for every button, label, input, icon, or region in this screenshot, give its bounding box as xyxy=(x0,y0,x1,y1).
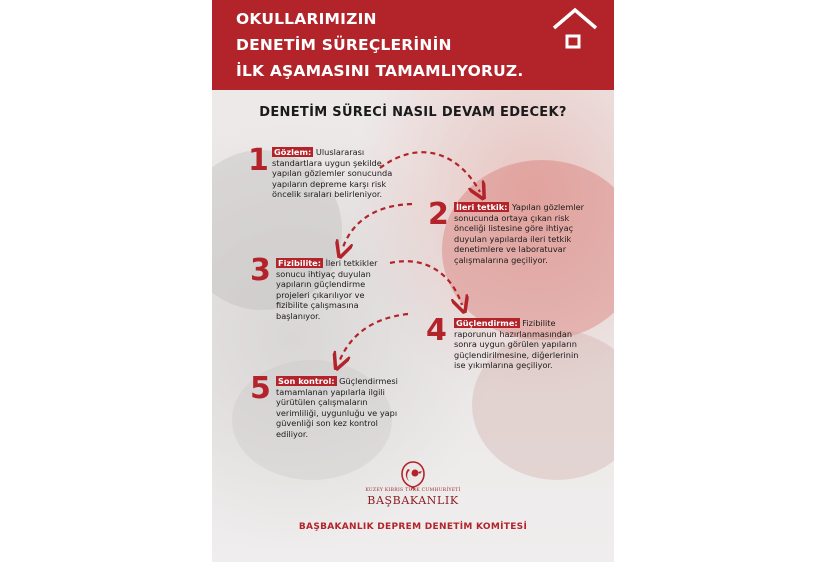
emblem-icon xyxy=(393,459,433,491)
step-2-text xyxy=(454,202,584,266)
step-2-description: Yapılan gözlemler sonucunda ortaya çıkan risk önceliği listesine göre ihtiyaç duyulan yapılarda ileri tetkik denetimlere ve laboratuvar çalışmalarına geçiliyor. xyxy=(454,202,584,265)
step-number-2: 2 xyxy=(428,197,449,232)
step-1-description: Uluslararası standartlara uygun şekilde yapılan gözlemler sonucunda yapıların depreme karşı risk öncelik sıraları belirleniyor. xyxy=(272,147,393,200)
footer-org-line: KUZEY KIBRIS TÜRK CUMHURİYETİ xyxy=(365,488,461,493)
subtitle: DENETİM SÜRECİ NASIL DEVAM EDECEK? xyxy=(259,105,567,120)
step-2-label: İleri tetkik: xyxy=(456,202,508,212)
footer-committee: BAŞBAKANLIK DEPREM DENETİM KOMİTESİ xyxy=(298,522,528,532)
footer-brand: BAŞBAKANLIK xyxy=(367,494,459,507)
step-4-text xyxy=(454,318,582,371)
arrow-2-to-3 xyxy=(342,204,412,250)
step-5-text xyxy=(276,376,400,440)
step-3-text xyxy=(276,258,396,322)
header-title: OKULLARIMIZIN DENETİM SÜREÇLERİNİN İLK AŞAMASINI TAMAMLIYORUZ. xyxy=(236,10,524,80)
step-5-description: Güçlendirmesi tamamlanan yapılarla ilgili yürütülen çalışmaların verimliliği, uygunluğu ve yapı güvenliği son kez kontrol ediliyor. xyxy=(276,376,398,439)
step-3-label: Fizibilite: xyxy=(278,258,321,268)
arrow-3-to-4 xyxy=(390,261,462,305)
step-3-description: İleri tetkikler sonucu ihtiyaç duyulan yapıların güçlendirme projeleri çıkarılıyor ve fizibilite çalışmasına başlanıyor. xyxy=(276,258,378,321)
step-4-description: Fizibilite raporunun hazırlanmasından sonra uygun görülen yapıların güçlendirilmesine, diğerlerinin ise yıkımlarına geçiliyor. xyxy=(454,318,579,371)
step-4-label: Güçlendirme: xyxy=(456,318,518,328)
step-number-4: 4 xyxy=(426,313,447,348)
step-1-label: Gözlem: xyxy=(274,147,312,157)
step-1-text xyxy=(272,147,396,200)
step-number-1: 1 xyxy=(248,143,269,178)
step-number-3: 3 xyxy=(250,253,271,288)
poster xyxy=(212,0,614,562)
step-5-label: Son kontrol: xyxy=(278,376,335,386)
step-number-5: 5 xyxy=(250,371,271,406)
